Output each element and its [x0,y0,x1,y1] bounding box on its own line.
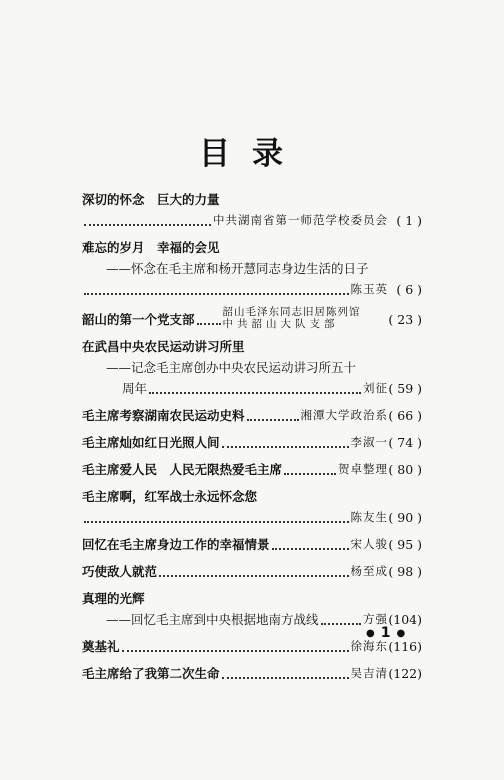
toc-entry[interactable] [82,432,422,453]
entry-title: 巧使敌人就范 [82,564,158,579]
entry-title: 奠基礼 [82,639,120,654]
entry-title: 毛主席给了我第二次生命 [82,666,220,681]
entry-title: 毛主席爱人民 人民无限热爱毛主席 [82,462,283,477]
leader-dots [84,218,211,226]
entry-page: ( 6 ) [396,282,422,297]
toc-entry[interactable] [82,189,422,231]
entry-title: 毛主席啊，红军战士永远怀念您 [82,489,258,504]
entry-author: 方强 [363,612,388,626]
entry-page: (122) [388,666,422,681]
leader-dots [222,440,349,448]
entry-title: 毛主席考察湖南农民运动史料 [82,408,245,423]
entry-author: 刘征 [363,381,388,395]
entry-subtitle: ——回忆毛主席到中央根据地南方战线 [106,612,319,627]
entry-subtitle-cont: 周年 [122,381,148,396]
toc-entry[interactable] [82,561,422,582]
entry-title: 毛主席灿如红日光照人间 [82,435,220,450]
entry-title: 真理的光辉 [82,591,145,606]
leader-dots [122,644,349,652]
toc-entry[interactable] [82,336,422,399]
entry-title: 回忆在毛主席身边工作的幸福情景 [82,537,270,552]
entry-title: 韶山的第一个党支部 [82,312,195,327]
toc-entry[interactable] [82,486,422,528]
page-title: 目录 [199,136,305,172]
entry-title: 难忘的岁月 幸福的会见 [82,240,220,255]
entry-subtitle: ——记念毛主席创办中央农民运动讲习所五十 [106,360,357,375]
leader-dots [247,413,299,421]
entry-subtitle: ——怀念在毛主席和杨开慧同志身边生活的日子 [106,261,369,276]
entry-author-line: 中共韶山大队支部 [222,318,339,330]
toc-entry[interactable] [82,306,422,330]
entry-author: 中共湖南省第一师范学校委员会 [213,213,388,227]
entry-title: 深切的怀念 巨大的力量 [82,192,220,207]
table-of-contents [82,189,422,690]
leader-dots [159,569,348,577]
entry-author: 宋人骏 [350,537,388,551]
leader-dots [197,317,221,325]
entry-page: (116) [388,639,422,654]
entry-page: ( 66 ) [388,408,422,423]
entry-page: ( 90 ) [388,510,422,525]
leader-dots [84,515,349,523]
leader-dots [284,467,336,475]
entry-page: ( 80 ) [388,462,422,477]
page-number [360,625,411,641]
toc-entry[interactable] [82,237,422,300]
leader-dots [222,671,349,679]
entry-author: 吴吉清 [350,666,388,680]
entry-author: 湘潭大学政治系 [300,408,388,422]
entry-page: ( 74 ) [388,435,422,450]
entry-author: 徐海东 [350,639,388,653]
entry-author: 陈玉英 [350,282,388,296]
entry-page: ( 1 ) [396,213,422,228]
entry-author: 陈友生 [350,510,388,524]
leader-dots [149,386,361,394]
entry-author: 杨至成 [350,564,388,578]
entry-page: ( 95 ) [388,537,422,552]
toc-entry[interactable] [82,405,422,426]
bullet-dot: ● [396,627,406,639]
toc-entry[interactable] [82,459,422,480]
entry-author-stack [223,306,361,330]
leader-dots [321,617,361,625]
entry-page: (104) [388,612,422,627]
entry-page: ( 59 ) [388,381,422,396]
toc-entry[interactable] [82,663,422,684]
toc-entry[interactable] [82,588,422,630]
entry-page: ( 98 ) [388,564,422,579]
page-number-value: 1 [380,625,391,641]
bullet-dot: ● [366,627,375,639]
toc-entry[interactable] [82,534,422,555]
leader-dots [272,542,349,550]
entry-author: 李淑一 [350,435,388,449]
entry-page: ( 23 ) [388,312,422,327]
leader-dots [84,287,349,295]
entry-title: 在武昌中央农民运动讲习所里 [82,339,245,354]
entry-author: 贺卓整理 [338,462,388,476]
entry-author-line: 韶山毛泽东同志旧居陈列馆 [222,306,361,318]
